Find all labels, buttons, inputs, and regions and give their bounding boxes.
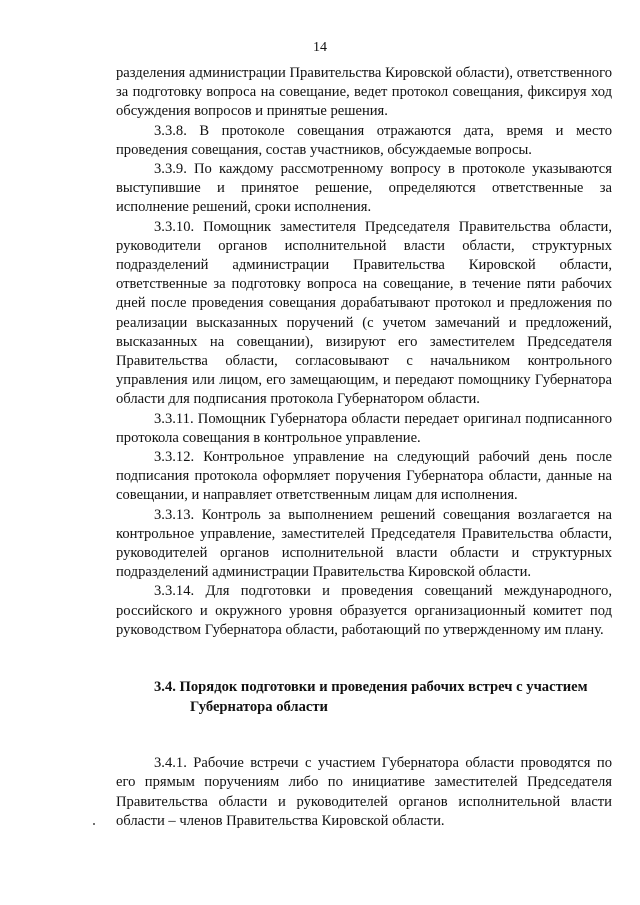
section-heading-line2: Губернатора области — [190, 699, 328, 716]
section-heading-line1: 3.4. Порядок подготовки и проведения рабочих встреч с участием — [154, 679, 588, 696]
paragraph-3-4-1: 3.4.1. Рабочие встречи с участием Губернатора области проводятся по его прямым поручениям либо по инициативе заместителей Председателя Правительства области и руководителей органов исполнительной власти области – членов Правительства Кировской области. — [116, 755, 612, 829]
paragraph-3-3-14: 3.3.14. Для подготовки и проведения совещаний международного, российского и окружного уровня образуется организационный комитет под руководством Губернатора области, работающий по утвержденному им плану. — [116, 583, 612, 638]
paragraph-continuation: разделения администрации Правительства Кировской области), ответственного за подготовку вопроса на совещание, ведет протокол совещания, фиксируя ход обсуждения вопросов и принятые решения. — [116, 65, 612, 120]
paragraph-3-3-12: 3.3.12. Контрольное управление на следующий рабочий день после подписания протокола оформляет поручения Губернатора области, данные на совещании, и направляет ответственным лицам для исполнения. — [116, 449, 612, 504]
paragraph-3-3-13: 3.3.13. Контроль за выполнением решений совещания возлагается на контрольное управление, заместителей Председателя Правительства области, руководителей органов исполнительной власти области и структурных подразделений администрации Правительства Кировской области. — [116, 506, 612, 581]
scan-speck — [93, 823, 95, 825]
paragraph-3-3-9: 3.3.9. По каждому рассмотренному вопросу в протоколе указываются выступившие и принятое решение, определяются ответственные за исполнение решений, сроки исполнения. — [116, 161, 612, 216]
section-heading-3-4 — [116, 677, 612, 717]
paragraph-3-3-8: 3.3.8. В протоколе совещания отражаются дата, время и место проведения совещания, состав участников, обсуждаемые вопросы. — [116, 122, 612, 158]
paragraph-3-3-11: 3.3.11. Помощник Губернатора области передает оригинал подписанного протокола совещания в контрольное управление. — [116, 410, 612, 446]
document-body — [116, 64, 612, 831]
paragraph-3-3-10: 3.3.10. Помощник заместителя Председателя Правительства области, руководители органов исполнительной власти области, структурных подразделений администрации Правительства Кировской области, ответственные за подготовку вопроса на совещание, в течение пяти рабочих дней после проведения совещания дорабатывают протокол и предложения по реализации высказанных поручений (с учетом замечаний и предложений, высказанных на совещании), визируют его заместителем Председателя Правительства области, согласовывают с начальником контрольного управления или лицом, его замещающим, и передают помощнику Губернатора области для подписания протокола Губернатором области. — [116, 218, 612, 408]
page-number: 14 — [313, 40, 327, 55]
